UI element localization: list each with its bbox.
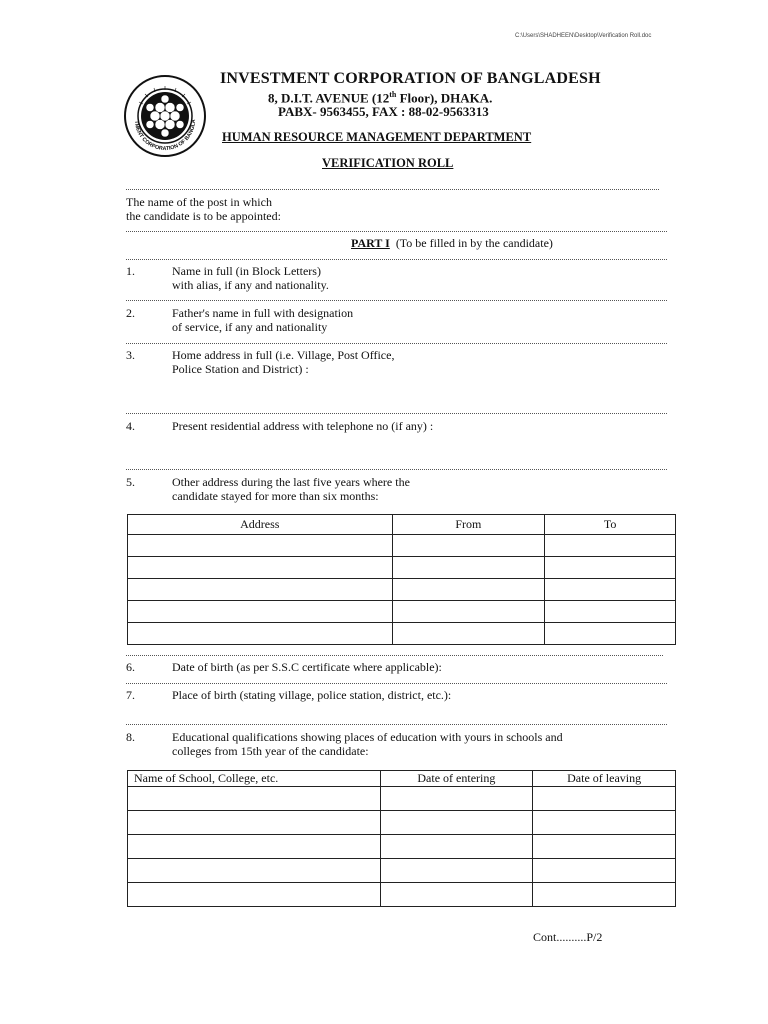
item-number: 8. — [126, 730, 135, 744]
table-row — [128, 859, 676, 883]
address-cell[interactable] — [128, 623, 393, 645]
icb-logo-icon — [123, 74, 207, 158]
school-cell[interactable] — [128, 859, 381, 883]
item-6-answer-line[interactable] — [126, 683, 667, 684]
leaving-cell[interactable] — [533, 787, 676, 811]
address-table — [127, 514, 676, 645]
logo-ring-text: TMENT CORPORATION OF BANGLA — [132, 119, 198, 153]
to-cell[interactable] — [545, 623, 676, 645]
table-row — [128, 787, 676, 811]
school-cell[interactable] — [128, 811, 381, 835]
from-cell[interactable] — [392, 623, 545, 645]
from-cell[interactable] — [392, 535, 545, 557]
post-label-line2: the candidate is to be appointed: — [126, 209, 281, 223]
entering-cell[interactable] — [380, 859, 533, 883]
post-label — [126, 195, 281, 223]
org-address-pre: 8, D.I.T. AVENUE (12 — [268, 90, 390, 106]
to-cell[interactable] — [545, 601, 676, 623]
from-column-header: From — [392, 515, 545, 535]
entering-cell[interactable] — [380, 835, 533, 859]
to-column-header: To — [545, 515, 676, 535]
org-address-post: Floor), DHAKA. — [396, 90, 493, 106]
item-name-label — [172, 264, 329, 292]
address-cell[interactable] — [128, 601, 393, 623]
school-cell[interactable] — [128, 883, 381, 907]
school-column-header: Name of School, College, etc. — [128, 771, 381, 787]
address-cell[interactable] — [128, 579, 393, 601]
school-cell[interactable] — [128, 835, 381, 859]
item-line2: colleges from 15th year of the candidate: — [172, 744, 369, 758]
item-education-label — [172, 730, 563, 758]
item-present-address-label — [172, 419, 433, 433]
education-table — [127, 770, 676, 907]
table-row — [128, 601, 676, 623]
item-line2: with alias, if any and nationality. — [172, 278, 329, 292]
address-column-header: Address — [128, 515, 393, 535]
org-phone-fax: PABX- 9563455, FAX : 88-02-9563313 — [278, 104, 489, 119]
leaving-cell[interactable] — [533, 811, 676, 835]
item-4-answer-line[interactable] — [126, 469, 667, 470]
item-line1: Place of birth (stating village, police station, district, etc.): — [172, 688, 452, 702]
item-line1: Educational qualifications showing places of education with yours in schools and — [172, 730, 563, 744]
item-line2: Police Station and District) : — [172, 362, 309, 376]
item-line2: candidate stayed for more than six months: — [172, 489, 379, 503]
post-label-line1: The name of the post in which — [126, 195, 272, 209]
table-row — [128, 811, 676, 835]
from-cell[interactable] — [392, 601, 545, 623]
item-line2: of service, if any and nationality — [172, 320, 328, 334]
icb-logo — [123, 74, 207, 158]
department-title: HUMAN RESOURCE MANAGEMENT DEPARTMENT — [222, 130, 532, 144]
org-address-sup: th — [389, 90, 397, 99]
form-title: VERIFICATION ROLL — [322, 156, 454, 170]
item-number: 4. — [126, 419, 135, 433]
file-path: C:\Users\SHADHEEN\Desktop\Verification Roll.doc — [515, 33, 652, 39]
school-cell[interactable] — [128, 787, 381, 811]
item-number: 1. — [126, 264, 135, 278]
to-cell[interactable] — [545, 557, 676, 579]
item-number: 6. — [126, 660, 135, 674]
divider — [126, 655, 663, 656]
item-line1: Other address during the last five years where the — [172, 475, 410, 489]
leaving-cell[interactable] — [533, 883, 676, 907]
item-pob-label — [172, 688, 451, 702]
org-name: INVESTMENT CORPORATION OF BANGLADESH — [220, 70, 601, 87]
address-cell[interactable] — [128, 535, 393, 557]
item-number: 2. — [126, 306, 135, 320]
table-row — [128, 557, 676, 579]
from-cell[interactable] — [392, 579, 545, 601]
item-home-address-label — [172, 348, 394, 376]
item-number: 5. — [126, 475, 135, 489]
continued-note: Cont..........P/2 — [533, 930, 603, 944]
leaving-cell[interactable] — [533, 835, 676, 859]
part1-note: (To be filled in by the candidate) — [395, 236, 553, 250]
table-row — [128, 883, 676, 907]
item-3-answer-line[interactable] — [126, 413, 667, 414]
table-row — [128, 579, 676, 601]
part1-heading: PART I — [351, 236, 390, 250]
item-line1: Father's name in full with designation — [172, 306, 354, 320]
item-father-label — [172, 306, 353, 334]
table-row — [128, 623, 676, 645]
to-cell[interactable] — [545, 535, 676, 557]
item-line1: Present residential address with telephone no (if any) : — [172, 419, 434, 433]
item-line1: Name in full (in Block Letters) — [172, 264, 321, 278]
item-2-answer-line[interactable] — [126, 343, 667, 344]
to-cell[interactable] — [545, 579, 676, 601]
entering-cell[interactable] — [380, 883, 533, 907]
item-number: 7. — [126, 688, 135, 702]
divider — [126, 189, 659, 190]
entering-cell[interactable] — [380, 787, 533, 811]
address-cell[interactable] — [128, 557, 393, 579]
leaving-cell[interactable] — [533, 859, 676, 883]
item-line1: Home address in full (i.e. Village, Post Office, — [172, 348, 395, 362]
table-row — [128, 535, 676, 557]
item-line1: Date of birth (as per S.S.C certificate where applicable): — [172, 660, 442, 674]
item-1-answer-line[interactable] — [126, 300, 667, 301]
from-cell[interactable] — [392, 557, 545, 579]
table-row — [128, 835, 676, 859]
leaving-column-header: Date of leaving — [533, 771, 676, 787]
divider — [126, 259, 667, 260]
entering-column-header: Date of entering — [380, 771, 533, 787]
post-answer-line[interactable] — [126, 231, 667, 232]
item-number: 3. — [126, 348, 135, 362]
item-7-answer-line[interactable] — [126, 724, 667, 725]
part1-heading-row — [351, 236, 553, 250]
item-dob-label — [172, 660, 442, 674]
entering-cell[interactable] — [380, 811, 533, 835]
item-other-address-label — [172, 475, 410, 503]
